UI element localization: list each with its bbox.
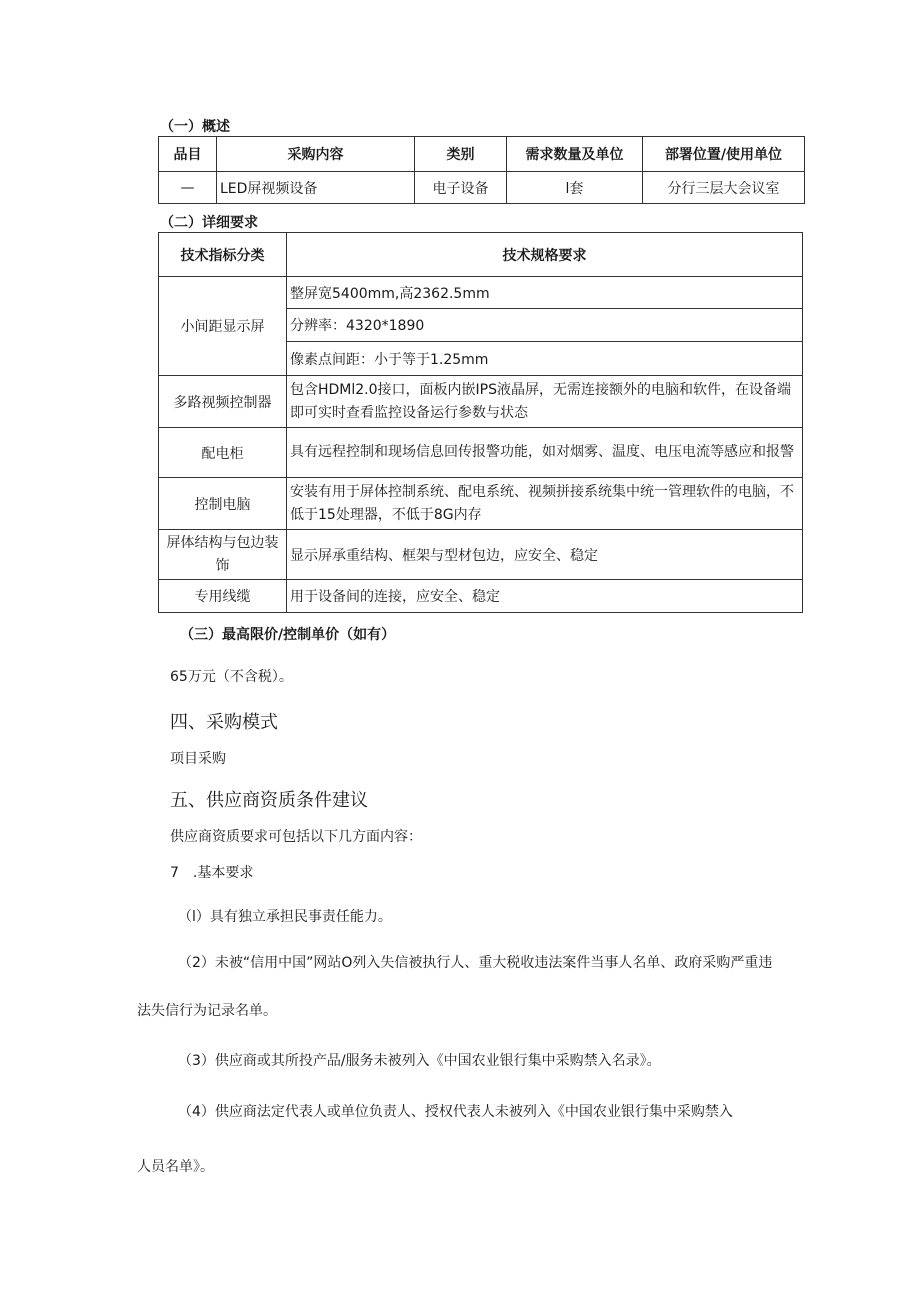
spec-header-row	[159, 233, 803, 277]
category-cell: 专用线缆	[159, 580, 287, 613]
section2-heading: （二）详细要求	[160, 215, 258, 231]
spec-table	[158, 232, 803, 613]
spec-cell: 显示屏承重结构、框架与型材包边，应安全、稳定	[287, 530, 803, 580]
procurement-mode: 项目采购	[170, 751, 226, 767]
table-cell: —	[159, 172, 217, 204]
table-cell: l套	[507, 172, 643, 204]
category-cell: 配电柜	[159, 428, 287, 478]
table-row	[159, 530, 803, 580]
spec-cell: 整屏宽5400mm,高2362.5mm	[287, 277, 803, 309]
col-header: 技术指标分类	[159, 233, 287, 277]
table-cell: 分行三层大会议室	[643, 172, 805, 204]
overview-row	[159, 172, 805, 204]
table-row	[159, 478, 803, 530]
section5-heading: 五、供应商资质条件建议	[170, 790, 368, 811]
category-cell: 屏体结构与包边装饰	[159, 530, 287, 580]
price-limit: 65万元（不含税）。	[170, 669, 293, 685]
spec-cell: 用于设备间的连接，应安全、稳定	[287, 580, 803, 613]
spec-cell: 像素点间距：小于等于1.25mm	[287, 342, 803, 376]
table-row	[159, 376, 803, 428]
section3-heading: （三）最高限价/控制单价（如有）	[180, 627, 396, 643]
spec-cell: 分辨率：4320*1890	[287, 309, 803, 342]
spec-cell: 包含HDMl2.0接口，面板内嵌IPS液晶屏，无需连接额外的电脑和软件，在设备端即可实时查看监控设备运行参数与状态	[287, 376, 803, 428]
table-row	[159, 580, 803, 613]
category-cell: 控制电脑	[159, 478, 287, 530]
basic-requirements-heading: 7 .基本要求	[170, 865, 254, 881]
overview-table	[158, 136, 805, 204]
category-cell: 多路视频控制器	[159, 376, 287, 428]
table-cell: LED屏视频设备	[217, 172, 415, 204]
requirement-item-continued: 法失信行为记录名单。	[137, 1003, 277, 1019]
table-row	[159, 277, 803, 309]
col-header: 采购内容	[217, 137, 415, 172]
requirement-item: （2）未被“信用中国”网站O列入失信被执行人、重大税收违法案件当事人名单、政府采购严重违	[178, 955, 773, 971]
section1-heading: （一）概述	[160, 119, 230, 135]
overview-header-row	[159, 137, 805, 172]
col-header: 品目	[159, 137, 217, 172]
col-header: 需求数量及单位	[507, 137, 643, 172]
spec-cell: 具有远程控制和现场信息回传报警功能，如对烟雾、温度、电压电流等感应和报警	[287, 428, 803, 478]
section4-heading: 四、采购模式	[170, 712, 278, 733]
category-cell: 小间距显示屏	[159, 277, 287, 376]
col-header: 部署位置/使用单位	[643, 137, 805, 172]
table-row	[159, 428, 803, 478]
requirement-item-continued: 人员名单》。	[137, 1159, 214, 1175]
qualification-intro: 供应商资质要求可包括以下几方面内容：	[170, 829, 422, 845]
requirement-item: （l）具有独立承担民事责任能力。	[178, 909, 392, 925]
table-cell: 电子设备	[415, 172, 507, 204]
requirement-item: （3）供应商或其所投产品/服务未被列入《中国农业银行集中采购禁入名录》。	[178, 1053, 661, 1069]
col-header: 技术规格要求	[287, 233, 803, 277]
requirement-item: （4）供应商法定代表人或单位负责人、授权代表人未被列入《中国农业银行集中采购禁入	[178, 1104, 733, 1120]
col-header: 类别	[415, 137, 507, 172]
spec-cell: 安装有用于屏体控制系统、配电系统、视频拼接系统集中统一管理软件的电脑，不低于15处理器，不低于8G内存	[287, 478, 803, 530]
